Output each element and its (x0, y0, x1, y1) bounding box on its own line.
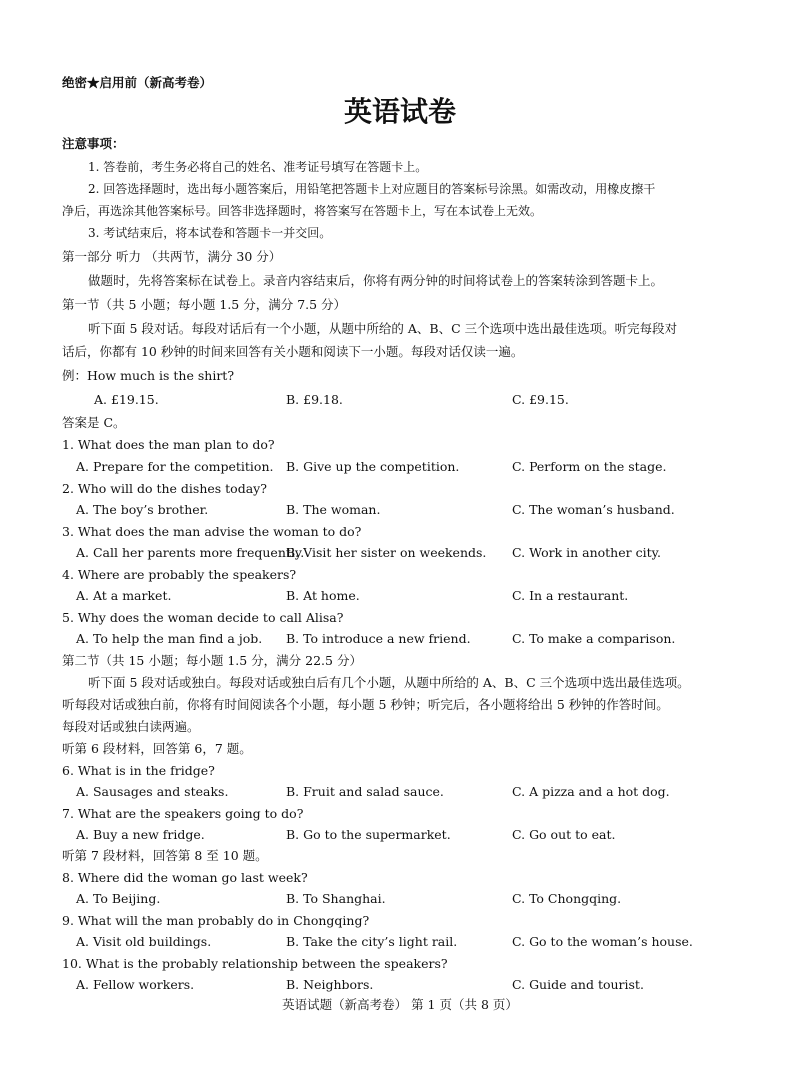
q10-option-c: C. Guide and tourist. (512, 977, 644, 992)
q2-option-a: A. The boy’s brother. (76, 502, 209, 517)
example-option-b: B. £9.18. (286, 392, 343, 407)
question-6: 6. What is in the fridge? (62, 763, 215, 778)
part1-intro: 做题时，先将答案标在试卷上。录音内容结束后，你将有两分钟的时间将试卷上的答案转涂到答题卡上。 (88, 273, 664, 288)
example-option-c: C. £9.15. (512, 392, 569, 407)
q5-option-b: B. To introduce a new friend. (286, 631, 471, 646)
confidential-header: 绝密★启用前（新高考卷） (62, 75, 213, 90)
q9-option-c: C. Go to the woman’s house. (512, 934, 693, 949)
example-option-a: A. £19.15. (94, 392, 159, 407)
q9-option-a: A. Visit old buildings. (76, 934, 212, 949)
notice-heading: 注意事项： (62, 136, 125, 151)
page-title: 英语试卷 (343, 95, 456, 128)
q7-option-a: A. Buy a new fridge. (76, 827, 205, 842)
q2-option-b: B. The woman. (286, 502, 381, 517)
part1-heading: 第一部分 听力 （共两节，满分 30 分） (62, 249, 282, 264)
section1-instructions-a: 听下面 5 段对话。每段对话后有一个小题，从题中所给的 A、B、C 三个选项中选出最佳选项。听完每段对 (88, 321, 678, 336)
q10-option-a: A. Fellow workers. (76, 977, 195, 992)
q6-option-a: A. Sausages and steaks. (76, 784, 229, 799)
question-7: 7. What are the speakers going to do? (62, 806, 304, 821)
q3-option-a: A. Call her parents more frequently. (76, 545, 305, 560)
example-answer: 答案是 C。 (62, 415, 126, 430)
notice-item-1: 1. 答卷前，考生务必将自己的姓名、准考证号填写在答题卡上。 (88, 160, 428, 174)
q2-option-c: C. The woman’s husband. (512, 502, 675, 517)
question-10: 10. What is the probably relationship between the speakers? (62, 956, 448, 971)
notice-item-2a: 2. 回答选择题时，选出每小题答案后，用铅笔把答题卡上对应题目的答案标号涂黑。如需改动，用橡皮擦干 (88, 182, 656, 196)
example-question: 例：How much is the shirt? (62, 368, 235, 383)
section2-instructions-c: 每段对话或独白读两遍。 (62, 719, 200, 734)
q8-option-c: C. To Chongqing. (512, 891, 622, 906)
page-footer: 英语试题（新高考卷） 第 1 页（共 8 页） (282, 997, 518, 1012)
q7-option-c: C. Go out to eat. (512, 827, 616, 842)
q4-option-a: A. At a market. (76, 588, 172, 603)
question-3: 3. What does the man advise the woman to do? (62, 524, 362, 539)
q3-option-c: C. Work in another city. (512, 545, 661, 560)
material-7-instruction: 听第 7 段材料，回答第 8 至 10 题。 (62, 848, 268, 863)
q5-option-a: A. To help the man find a job. (76, 631, 263, 646)
notice-item-2b: 净后，再选涂其他答案标号。回答非选择题时，将答案写在答题卡上，写在本试卷上无效。 (62, 204, 543, 218)
section1-instructions-b: 话后，你都有 10 秒钟的时间来回答有关小题和阅读下一小题。每段对话仅读一遍。 (62, 344, 524, 359)
q9-option-b: B. Take the city’s light rail. (286, 934, 458, 949)
q8-option-a: A. To Beijing. (76, 891, 161, 906)
section1-heading: 第一节（共 5 小题；每小题 1.5 分，满分 7.5 分） (62, 297, 347, 312)
q8-option-b: B. To Shanghai. (286, 891, 386, 906)
question-2: 2. Who will do the dishes today? (62, 481, 267, 496)
question-5: 5. Why does the woman decide to call Alisa? (62, 610, 344, 625)
question-4: 4. Where are probably the speakers? (62, 567, 297, 582)
notice-item-3: 3. 考试结束后，将本试卷和答题卡一并交回。 (88, 226, 332, 240)
section2-instructions-a: 听下面 5 段对话或独白。每段对话或独白后有几个小题，从题中所给的 A、B、C 三个选项中选出最佳选项。 (88, 675, 690, 690)
q3-option-b: B. Visit her sister on weekends. (286, 545, 487, 560)
q1-option-c: C. Perform on the stage. (512, 459, 667, 474)
section2-instructions-b: 听每段对话或独白前，你将有时间阅读各个小题，每小题 5 秒钟；听完后，各小题将给出 5 秒钟的作答时间。 (62, 697, 669, 712)
q4-option-b: B. At home. (286, 588, 360, 603)
section2-heading: 第二节（共 15 小题；每小题 1.5 分，满分 22.5 分） (62, 653, 362, 668)
q6-option-b: B. Fruit and salad sauce. (286, 784, 444, 799)
q7-option-b: B. Go to the supermarket. (286, 827, 451, 842)
q4-option-c: C. In a restaurant. (512, 588, 629, 603)
question-9: 9. What will the man probably do in Chongqing? (62, 913, 370, 928)
q10-option-b: B. Neighbors. (286, 977, 374, 992)
question-1: 1. What does the man plan to do? (62, 437, 275, 452)
q5-option-c: C. To make a comparison. (512, 631, 676, 646)
question-8: 8. Where did the woman go last week? (62, 870, 308, 885)
q1-option-b: B. Give up the competition. (286, 459, 460, 474)
q1-option-a: A. Prepare for the competition. (76, 459, 274, 474)
q6-option-c: C. A pizza and a hot dog. (512, 784, 670, 799)
material-6-instruction: 听第 6 段材料，回答第 6，7 题。 (62, 741, 252, 756)
